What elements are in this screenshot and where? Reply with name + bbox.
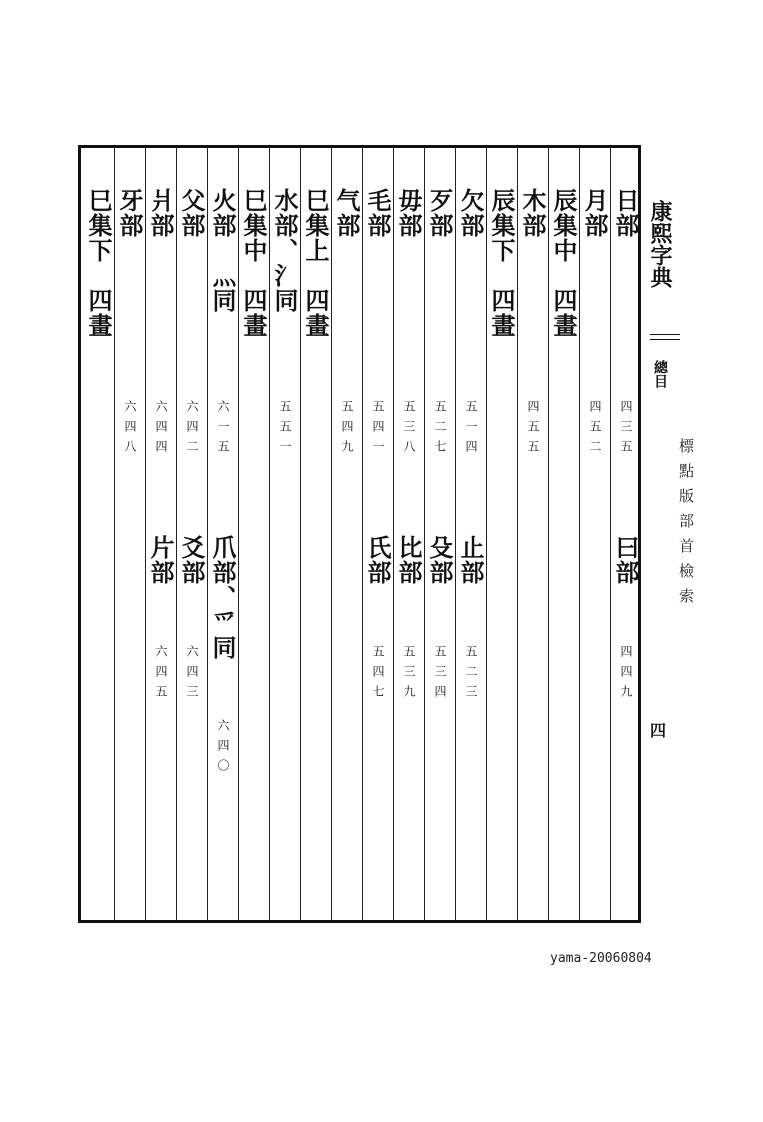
index-column-8 bbox=[393, 145, 424, 923]
page-ref: 六四五 bbox=[154, 645, 168, 705]
radical-entry: 比部 bbox=[394, 535, 423, 585]
radical-entry: 木部 bbox=[518, 188, 547, 238]
page-ref: 五三九 bbox=[402, 645, 416, 705]
index-column-12 bbox=[269, 145, 300, 923]
page-ref: 五四七 bbox=[371, 645, 385, 705]
title-divider bbox=[650, 334, 680, 340]
side-note: 標點版部首檢索 bbox=[677, 438, 695, 613]
index-column-14 bbox=[207, 145, 238, 923]
page-ref: 四五五 bbox=[526, 400, 540, 460]
radical-entry: 牙部 bbox=[115, 188, 144, 238]
index-column-16 bbox=[145, 145, 176, 923]
radical-entry: 月部 bbox=[580, 188, 609, 238]
radical-entry: 爿部 bbox=[146, 188, 175, 238]
radical-entry: 火部 灬同 bbox=[208, 188, 237, 313]
volume-heading: 辰集中 四畫 bbox=[549, 188, 578, 338]
index-column-17 bbox=[114, 145, 145, 923]
index-column-3 bbox=[548, 145, 579, 923]
page-ref: 五二七 bbox=[433, 400, 447, 460]
radical-entry: 曰部 bbox=[611, 535, 640, 585]
volume-heading: 辰集下 四畫 bbox=[487, 188, 516, 338]
page-ref: 六四〇 bbox=[216, 719, 230, 779]
radical-entry: 氏部 bbox=[363, 535, 392, 585]
book-title: 康熙字典 bbox=[647, 200, 673, 288]
volume-heading: 巳集上 四畫 bbox=[301, 188, 330, 338]
index-column-5 bbox=[486, 145, 517, 923]
index-column-18 bbox=[83, 145, 114, 923]
radical-entry: 殳部 bbox=[425, 535, 454, 585]
page-ref: 五四九 bbox=[340, 400, 354, 460]
radical-entry: 水部、氵同 bbox=[270, 188, 299, 313]
page-ref: 五四一 bbox=[371, 400, 385, 460]
index-column-15 bbox=[176, 145, 207, 923]
page-number: 四 bbox=[650, 721, 667, 740]
index-column-9 bbox=[362, 145, 393, 923]
index-column-4 bbox=[517, 145, 548, 923]
title-panel bbox=[643, 145, 679, 923]
page-ref: 五一四 bbox=[464, 400, 478, 460]
radical-entry: 爻部 bbox=[177, 535, 206, 585]
page-ref: 五二三 bbox=[464, 645, 478, 705]
index-column-11 bbox=[300, 145, 331, 923]
index-column-2 bbox=[579, 145, 610, 923]
index-column-1 bbox=[610, 145, 641, 923]
radical-entry: 爪部、爫同 bbox=[208, 535, 237, 660]
index-column-7 bbox=[424, 145, 455, 923]
index-column-10 bbox=[331, 145, 362, 923]
page-ref: 五三八 bbox=[402, 400, 416, 460]
page-ref: 四三五 bbox=[619, 400, 633, 460]
page-ref: 六四二 bbox=[185, 400, 199, 460]
page-ref: 六四三 bbox=[185, 645, 199, 705]
radical-entry: 父部 bbox=[177, 188, 206, 238]
radical-entry: 毛部 bbox=[363, 188, 392, 238]
page-ref: 六一五 bbox=[216, 400, 230, 460]
radical-entry: 止部 bbox=[456, 535, 485, 585]
section-subtitle: 總目 bbox=[652, 360, 668, 388]
page-ref: 五三四 bbox=[433, 645, 447, 705]
scan-credit: yama-20060804 bbox=[550, 951, 652, 966]
radical-entry: 歹部 bbox=[425, 188, 454, 238]
page-ref: 四四九 bbox=[619, 645, 633, 705]
page-ref: 四五二 bbox=[588, 400, 602, 460]
page-ref: 五五一 bbox=[278, 400, 292, 460]
index-column-6 bbox=[455, 145, 486, 923]
volume-heading: 巳集中 四畫 bbox=[239, 188, 268, 338]
radical-entry: 气部 bbox=[332, 188, 361, 238]
volume-heading: 巳集下 四畫 bbox=[84, 188, 113, 338]
radical-entry: 欠部 bbox=[456, 188, 485, 238]
radical-entry: 毋部 bbox=[394, 188, 423, 238]
radical-entry: 片部 bbox=[146, 535, 175, 585]
page-ref: 六四八 bbox=[123, 400, 137, 460]
radical-entry: 日部 bbox=[611, 188, 640, 238]
index-column-13 bbox=[238, 145, 269, 923]
page-ref: 六四四 bbox=[154, 400, 168, 460]
